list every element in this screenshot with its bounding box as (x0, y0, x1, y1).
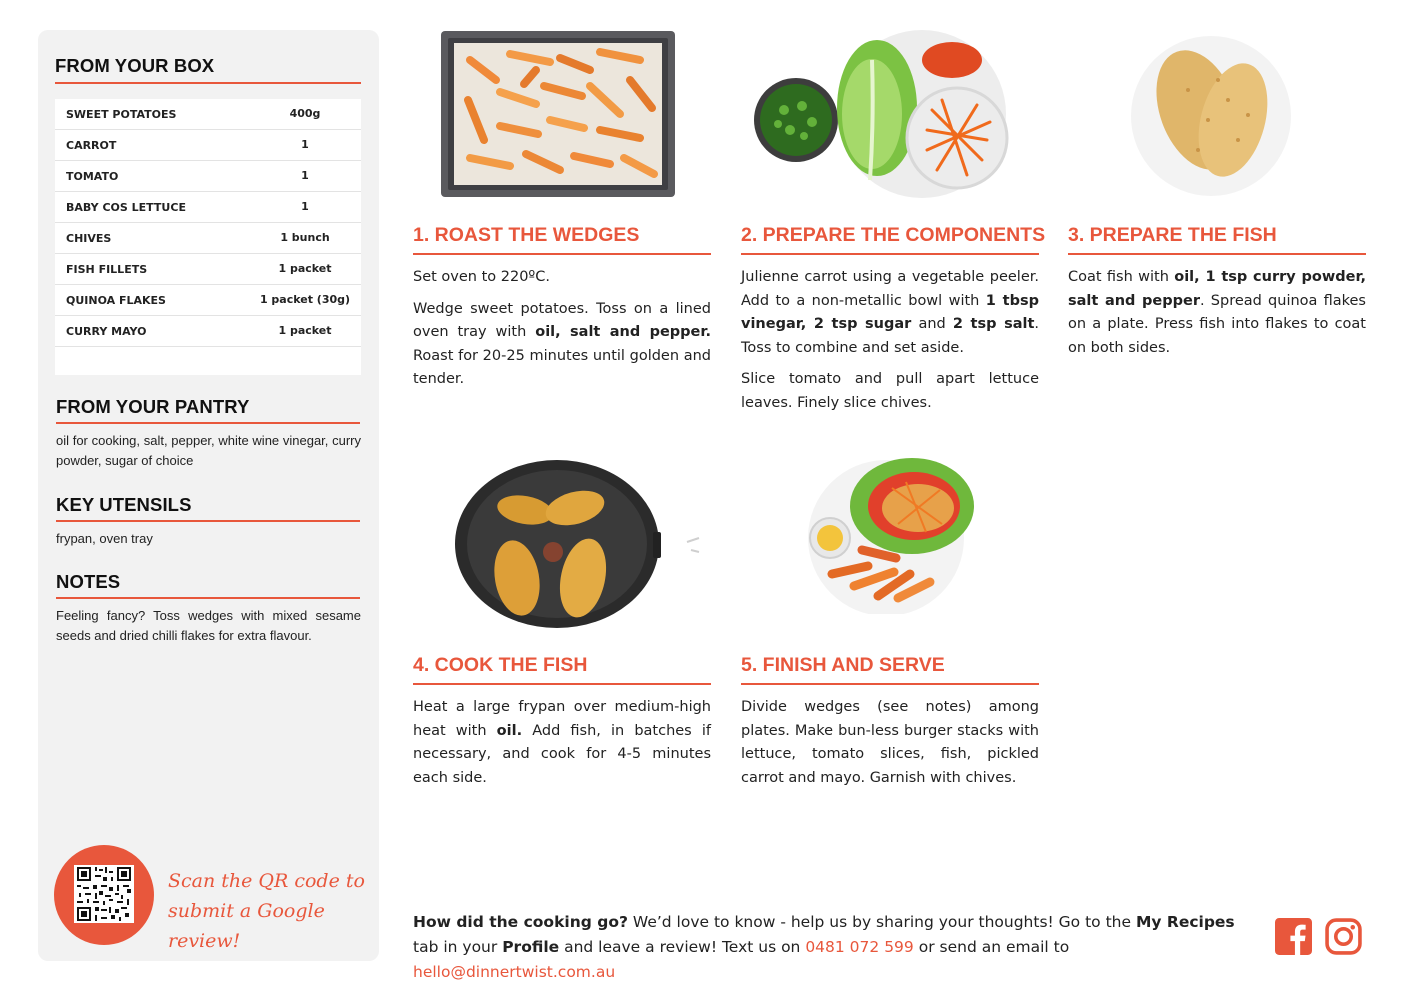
section-divider (55, 82, 361, 84)
qr-review-note (168, 866, 368, 956)
table-row (55, 316, 361, 347)
body-text: Julienne carrot using a vegetable peeler. Add to a non-metallic bowl with (741, 269, 1039, 309)
body-text: . Toss to combine and set aside. (741, 316, 1039, 356)
instruction-paragraph (741, 368, 1039, 415)
step-5-instructions (741, 696, 1039, 798)
body-text: We’d love to know - help us by sharing your thoughts! Go to the (627, 913, 1136, 931)
section-divider (56, 597, 360, 599)
notes-title: NOTES (56, 571, 121, 592)
finish-and-serve-image (802, 446, 976, 614)
ingredient-name: TOMATO (66, 170, 119, 183)
instruction-paragraph (741, 696, 1039, 790)
ingredient-qty: 1 packet (30g) (259, 293, 351, 306)
pantry-title: FROM YOUR PANTRY (56, 396, 250, 417)
ingredient-qty: 400g (289, 107, 321, 120)
emphasis-text: Profile (502, 938, 560, 956)
emphasis-text: My Recipes (1135, 913, 1235, 931)
table-row (55, 161, 361, 192)
contact-link[interactable]: hello@dinnertwist.com.au (413, 963, 616, 981)
qr-note-line: submit a Google review! (168, 900, 325, 952)
step-3-instructions (1068, 266, 1366, 368)
qr-note-line: Scan the QR code to (168, 870, 365, 892)
ingredient-qty: 1 (301, 138, 309, 151)
utensils-text: frypan, oven tray (56, 531, 153, 546)
ingredients-table (55, 99, 361, 375)
instruction-paragraph (413, 298, 711, 392)
body-text: Set oven to 220ºC. (413, 269, 550, 285)
instruction-paragraph (741, 266, 1039, 360)
step-divider (741, 683, 1039, 685)
step-4-title: 4. COOK THE FISH (413, 654, 588, 676)
ingredient-qty: 1 bunch (280, 231, 330, 244)
table-row (55, 99, 361, 130)
body-text: Coat fish with (1068, 269, 1175, 285)
emphasis-text: oil, salt and pepper. (535, 324, 711, 340)
step-4-instructions (413, 696, 711, 798)
prepare-fish-image (1128, 30, 1294, 198)
emphasis-text: 2 tsp salt (952, 316, 1035, 332)
contact-link[interactable]: 0481 072 599 (805, 938, 914, 956)
step-5-title: 5. FINISH AND SERVE (741, 654, 945, 676)
ingredient-qty: 1 packet (278, 262, 332, 275)
step-divider (1068, 253, 1366, 255)
ingredient-qty: 1 packet (278, 324, 332, 337)
ingredient-name: CURRY MAYO (66, 325, 147, 338)
ingredient-name: FISH FILLETS (66, 263, 148, 276)
instagram-icon[interactable] (1325, 918, 1362, 955)
body-text: Wedge sweet potatoes. Toss on a lined oven tray with (413, 300, 711, 340)
ingredients-sidebar (38, 30, 379, 961)
instruction-paragraph (413, 696, 711, 790)
utensils-title: KEY UTENSILS (56, 494, 192, 515)
body-text: or send an email to (913, 938, 1070, 956)
ingredient-qty: 1 (301, 200, 309, 213)
emphasis-text: oil. (496, 722, 523, 739)
emphasis-text: 1 tbsp vinegar, 2 tsp sugar (741, 292, 1039, 332)
qr-code-icon[interactable] (74, 865, 134, 923)
prepare-components-image (752, 30, 1022, 198)
body-text: . Spread quinoa flakes on a plate. Press fish into flakes to coat on both sides. (1068, 292, 1366, 356)
table-row (55, 285, 361, 316)
cook-fish-image (455, 460, 705, 628)
body-text: Divide wedges (see notes) among plates. Make bun-less burger stacks with lettuce, tomato slices, fish, pickled carrot and mayo. Garnish with chives. (741, 699, 1039, 786)
body-text: Heat a large frypan over medium-high heat with (413, 699, 711, 739)
step-divider (413, 683, 711, 685)
table-row (55, 223, 361, 254)
step-1-title: 1. ROAST THE WEDGES (413, 224, 640, 246)
body-text: Roast for 20-25 minutes until golden and tender. (413, 347, 711, 387)
pantry-text: oil for cooking, salt, pepper, white wine vinegar, curry powder, sugar of choice (56, 433, 361, 468)
body-text: tab in your (413, 938, 503, 956)
facebook-icon[interactable] (1275, 918, 1312, 955)
body-text: and leave a review! Text us on (559, 938, 806, 956)
step-2-title: 2. PREPARE THE COMPONENTS (741, 224, 1046, 246)
step-divider (413, 253, 711, 255)
section-divider (56, 520, 360, 522)
ingredient-name: CHIVES (66, 232, 112, 245)
step-2-instructions (741, 266, 1039, 423)
ingredient-name: BABY COS LETTUCE (66, 201, 186, 214)
ingredient-name: QUINOA FLAKES (66, 294, 166, 307)
table-row (55, 254, 361, 285)
step-divider (741, 253, 1039, 255)
qr-code-badge[interactable] (54, 845, 154, 945)
ingredient-qty: 1 (301, 169, 309, 182)
table-row (55, 130, 361, 161)
body-text: Slice tomato and pull apart lettuce leaves. Finely slice chives. (741, 371, 1039, 411)
table-row (55, 192, 361, 223)
roast-wedges-image (440, 30, 676, 198)
body-text: Add fish, in batches if necessary, and cook for 4-5 minutes each side. (413, 722, 711, 786)
step-1-instructions (413, 266, 711, 400)
ingredient-name: SWEET POTATOES (66, 108, 177, 121)
emphasis-text: oil, 1 tsp curry powder, salt and pepper (1068, 269, 1366, 309)
notes-text: Feeling fancy? Toss wedges with mixed sesame seeds and dried chilli flakes for extra flavour. (56, 608, 361, 643)
step-3-title: 3. PREPARE THE FISH (1068, 224, 1277, 246)
body-text: and (911, 316, 953, 332)
section-divider (56, 422, 360, 424)
instruction-paragraph (1068, 266, 1366, 360)
emphasis-text: How did the cooking go? (413, 913, 628, 931)
instruction-paragraph (413, 266, 711, 290)
ingredient-name: CARROT (66, 139, 117, 152)
review-request-text (413, 910, 1263, 985)
from-your-box-title: FROM YOUR BOX (55, 55, 215, 76)
